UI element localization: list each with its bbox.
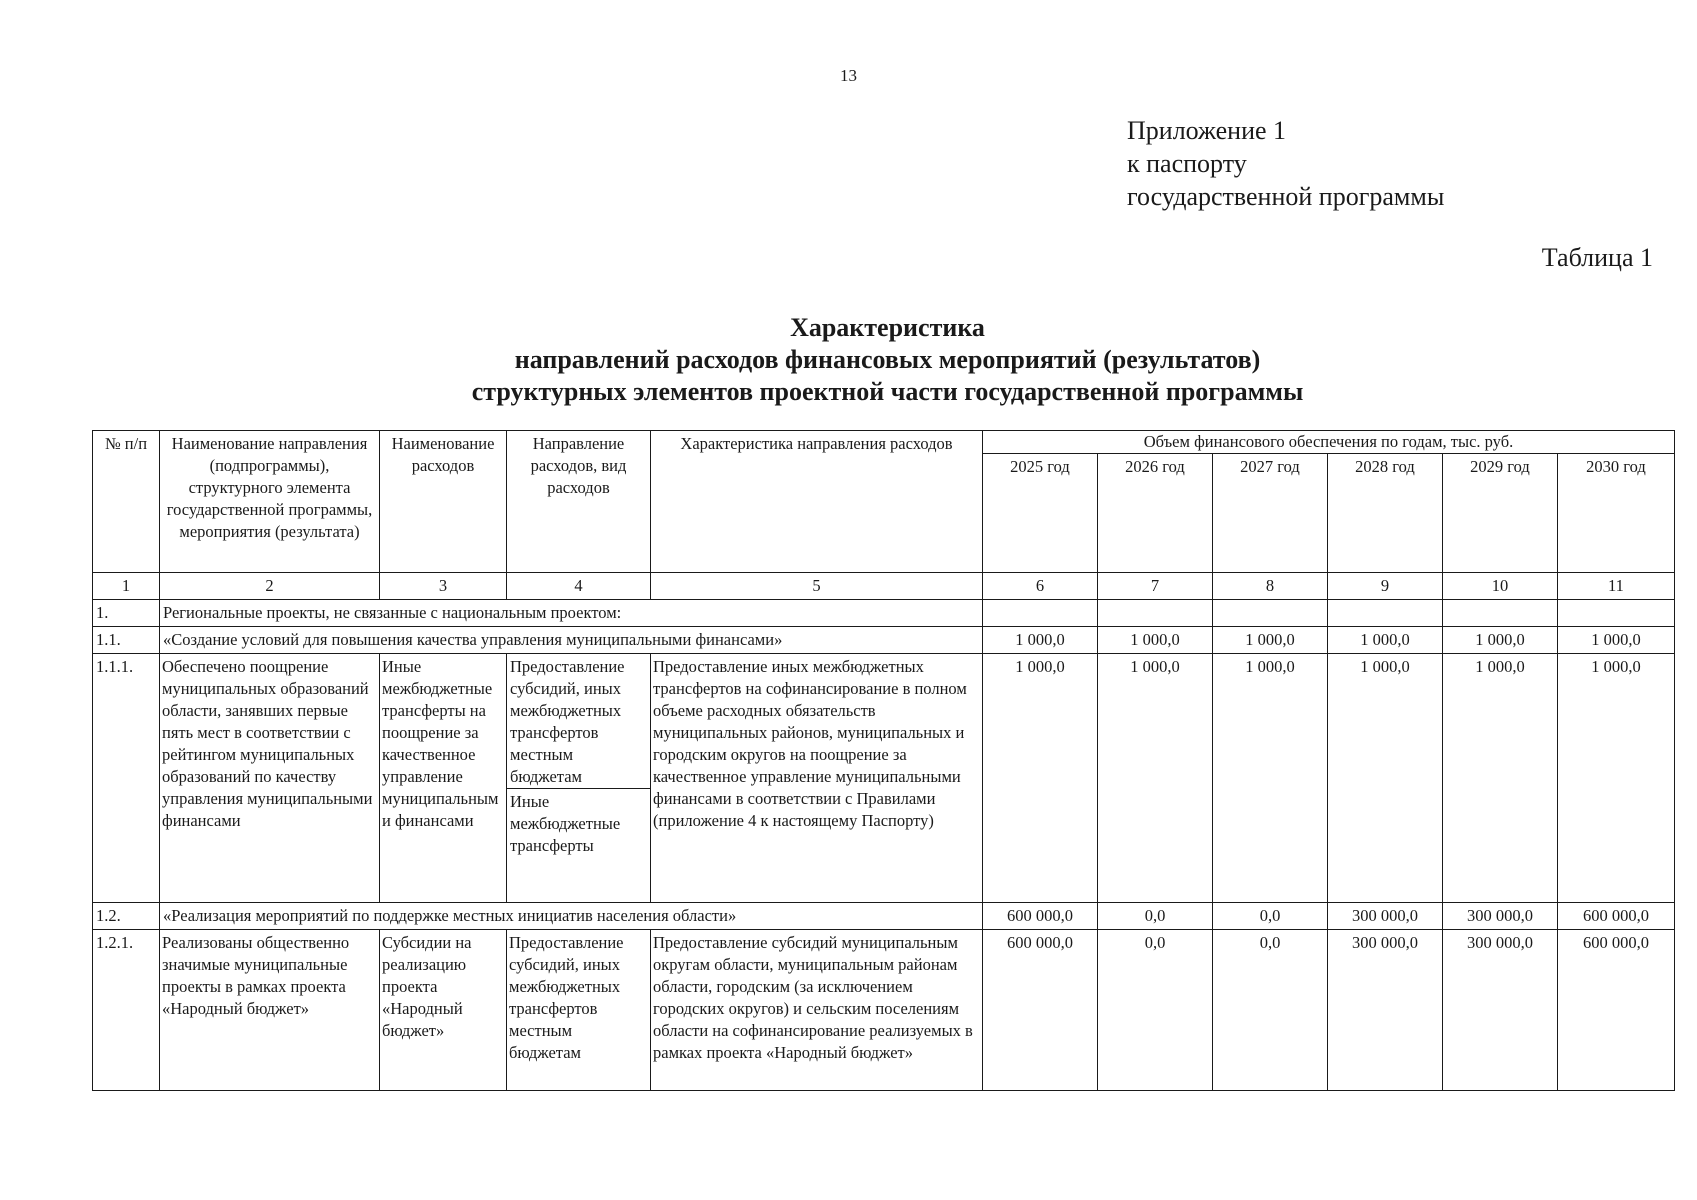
title-line-2: направлений расходов финансовых мероприятий (результатов) bbox=[514, 345, 1261, 374]
header-funding: Объем финансового обеспечения по годам, тыс. руб. bbox=[983, 431, 1675, 454]
expense-type: Иные межбюджетные трансферты bbox=[510, 792, 621, 855]
annex-line-1: Приложение 1 bbox=[1127, 116, 1287, 145]
column-number: 9 bbox=[1328, 573, 1443, 600]
result-name: Реализованы общественно значимые муниципальные проекты в рамках проекта «Народный бюджет» bbox=[160, 930, 380, 1091]
section-title: Региональные проекты, не связанные с национальным проектом: bbox=[160, 600, 983, 627]
year-value: 1 000,0 bbox=[1098, 654, 1213, 903]
expenses-table bbox=[92, 430, 1675, 1091]
project-row-1-1 bbox=[93, 627, 1675, 654]
header-row bbox=[93, 431, 1675, 454]
year-value: 300 000,0 bbox=[1443, 903, 1558, 930]
header-characteristic: Характеристика направления расходов bbox=[651, 431, 983, 573]
result-row-1-1-1 bbox=[93, 654, 1675, 903]
year-value: 1 000,0 bbox=[1443, 627, 1558, 654]
year-value: 1 000,0 bbox=[1213, 627, 1328, 654]
header-direction: Направление расходов, вид расходов bbox=[507, 431, 651, 573]
column-number: 3 bbox=[380, 573, 507, 600]
year-value: 1 000,0 bbox=[1328, 627, 1443, 654]
year-value: 600 000,0 bbox=[1558, 930, 1675, 1091]
column-number: 4 bbox=[507, 573, 651, 600]
column-number: 10 bbox=[1443, 573, 1558, 600]
year-value: 1 000,0 bbox=[1558, 654, 1675, 903]
year-value: 0,0 bbox=[1098, 903, 1213, 930]
annex-note bbox=[1127, 114, 1444, 213]
row-num: 1.2.1. bbox=[93, 930, 160, 1091]
annex-line-2: к паспорту bbox=[1127, 149, 1247, 178]
column-number: 6 bbox=[983, 573, 1098, 600]
year-value: 0,0 bbox=[1213, 903, 1328, 930]
row-num: 1.1. bbox=[93, 627, 160, 654]
section-num: 1. bbox=[93, 600, 160, 627]
project-row-1-2 bbox=[93, 903, 1675, 930]
direction-type: Предоставление субсидий, иных межбюджетных трансфертов местным бюджетам bbox=[507, 930, 651, 1091]
expense-name: Иные межбюджетные трансферты на поощрение за качественное управление муниципальными финансами bbox=[380, 654, 507, 903]
empty-cell bbox=[1443, 600, 1558, 627]
year-value: 1 000,0 bbox=[1558, 627, 1675, 654]
column-number: 5 bbox=[651, 573, 983, 600]
column-number: 7 bbox=[1098, 573, 1213, 600]
year-value: 1 000,0 bbox=[983, 627, 1098, 654]
year-value: 1 000,0 bbox=[983, 654, 1098, 903]
project-title: «Создание условий для повышения качества управления муниципальными финансами» bbox=[160, 627, 983, 654]
row-num: 1.2. bbox=[93, 903, 160, 930]
characteristic: Предоставление субсидий муниципальным округам области, муниципальным районам области, городским (за исключением городских округов) и сельским поселениям области на софинансирование реализуемых в рамках проекта «Народный бюджет» bbox=[651, 930, 983, 1091]
page-number: 13 bbox=[840, 66, 857, 85]
year-value: 300 000,0 bbox=[1443, 930, 1558, 1091]
header-year: 2030 год bbox=[1558, 454, 1675, 573]
column-number: 8 bbox=[1213, 573, 1328, 600]
column-number: 2 bbox=[160, 573, 380, 600]
header-year: 2028 год bbox=[1328, 454, 1443, 573]
year-value: 1 000,0 bbox=[1098, 627, 1213, 654]
header-year: 2026 год bbox=[1098, 454, 1213, 573]
header-year: 2025 год bbox=[983, 454, 1098, 573]
project-title: «Реализация мероприятий по поддержке местных инициатив населения области» bbox=[160, 903, 983, 930]
year-value: 300 000,0 bbox=[1328, 903, 1443, 930]
year-value: 600 000,0 bbox=[1558, 903, 1675, 930]
empty-cell bbox=[1328, 600, 1443, 627]
annex-line-3: государственной программы bbox=[1127, 182, 1445, 211]
year-value: 1 000,0 bbox=[1443, 654, 1558, 903]
characteristic: Предоставление иных межбюджетных трансфертов на софинансирование в полном объеме расходных обязательств муниципальных районов, муниципальных и городским округов на поощрение за качественное управление муниципальными финансами в соответствии с Правилами (приложение 4 к настоящему Паспорту) bbox=[651, 654, 983, 903]
document-title bbox=[0, 312, 1697, 408]
year-value: 600 000,0 bbox=[983, 903, 1098, 930]
year-value: 0,0 bbox=[1213, 930, 1328, 1091]
column-number: 1 bbox=[93, 573, 160, 600]
year-value: 300 000,0 bbox=[1328, 930, 1443, 1091]
section-row bbox=[93, 600, 1675, 627]
direction-cell bbox=[507, 654, 651, 903]
empty-cell bbox=[1213, 600, 1328, 627]
direction-type: Предоставление субсидий, иных межбюджетных трансфертов местным бюджетам bbox=[507, 654, 650, 789]
year-value: 1 000,0 bbox=[1328, 654, 1443, 903]
year-value: 600 000,0 bbox=[983, 930, 1098, 1091]
column-number: 11 bbox=[1558, 573, 1675, 600]
row-num: 1.1.1. bbox=[93, 654, 160, 903]
header-year: 2029 год bbox=[1443, 454, 1558, 573]
year-value: 0,0 bbox=[1098, 930, 1213, 1091]
empty-cell bbox=[1098, 600, 1213, 627]
result-row-1-2-1 bbox=[93, 930, 1675, 1091]
year-value: 1 000,0 bbox=[1213, 654, 1328, 903]
result-name: Обеспечено поощрение муниципальных образований области, занявших первые пять мест в соответствии с рейтингом муниципальных образований по качеству управления муниципальными финансами bbox=[160, 654, 380, 903]
table-label: Таблица 1 bbox=[1541, 243, 1653, 272]
title-line-3: структурных элементов проектной части государственной программы bbox=[471, 377, 1304, 406]
header-expense-name: Наименование расходов bbox=[380, 431, 507, 573]
empty-cell bbox=[1558, 600, 1675, 627]
expense-name: Субсидии на реализацию проекта «Народный бюджет» bbox=[380, 930, 507, 1091]
title-line-1: Характеристика bbox=[790, 313, 985, 342]
empty-cell bbox=[983, 600, 1098, 627]
column-numbers-row bbox=[93, 573, 1675, 600]
header-year: 2027 год bbox=[1213, 454, 1328, 573]
header-name: Наименование направления (подпрограммы), структурного элемента государственной программы, мероприятия (результата) bbox=[160, 431, 380, 573]
header-num: № п/п bbox=[93, 431, 160, 573]
